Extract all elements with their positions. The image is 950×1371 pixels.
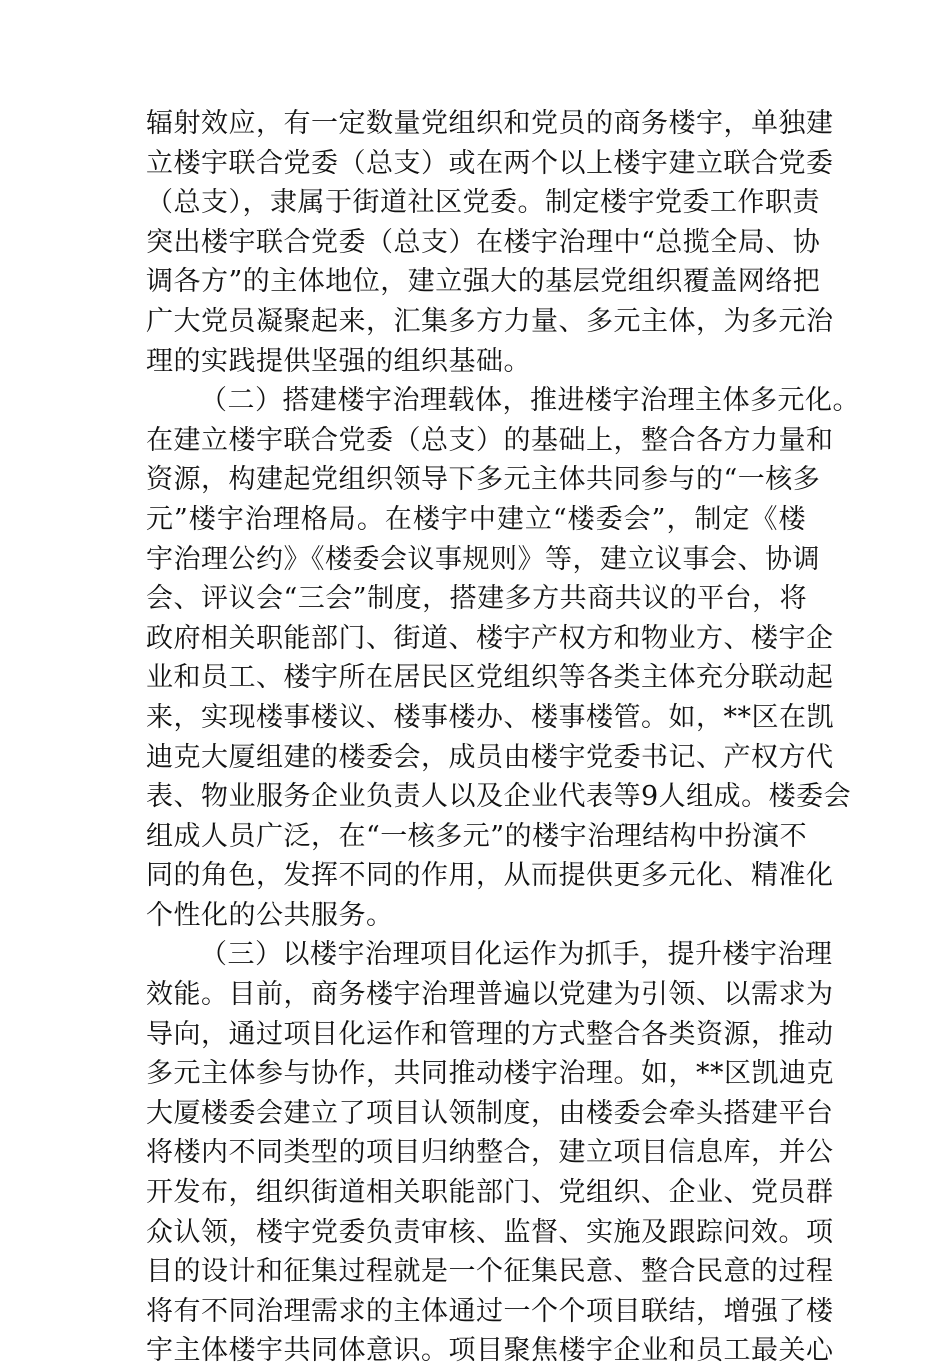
text-line: 将有不同治理需求的主体通过一个个项目联结，增强了楼 xyxy=(146,1295,834,1327)
text-line: 组成人员广泛，在“一核多元”的楼宇治理结构中扮演不 xyxy=(146,820,808,852)
text-line: 政府相关职能部门、街道、楼宇产权方和物业方、楼宇企 xyxy=(146,622,834,654)
text-line: 立楼宇联合党委（总支）或在两个以上楼宇建立联合党委 xyxy=(146,147,834,179)
text-line: 会、评议会“三会”制度，搭建多方共商共议的平台，将 xyxy=(146,583,808,615)
text-line: 广大党员凝聚起来，汇集多方力量、多元主体，为多元治 xyxy=(146,305,834,337)
text-line: （总支），隶属于街道社区党委。制定楼宇党委工作职责 xyxy=(146,187,820,219)
text-line: 宇治理公约》《楼委会议事规则》等，建立议事会、协调 xyxy=(146,543,820,575)
text-line: 来，实现楼事楼议、楼事楼办、楼事楼管。如，**区在凯 xyxy=(146,701,834,733)
text-line: （三）以楼宇治理项目化运作为抓手，提升楼宇治理 xyxy=(200,939,833,971)
text-line: 调各方”的主体地位，建立强大的基层党组织覆盖网络把 xyxy=(146,266,821,298)
text-line: 理的实践提供坚强的组织基础。 xyxy=(146,345,531,377)
text-line: 辐射效应，有一定数量党组织和党员的商务楼宇，单独建 xyxy=(146,108,834,139)
text-line: 将楼内不同类型的项目归纳整合，建立项目信息库，并公 xyxy=(146,1137,834,1169)
text-line: 资源，构建起党组织领导下多元主体共同参与的“一核多 xyxy=(146,464,821,496)
text-line: 开发布，组织街道相关职能部门、党组织、企业、党员群 xyxy=(146,1177,834,1209)
text-line: 效能。目前，商务楼宇治理普遍以党建为引领、以需求为 xyxy=(146,979,834,1011)
text-line: 迪克大厦组建的楼委会，成员由楼宇党委书记、产权方代 xyxy=(146,741,834,773)
text-line: 宇主体楼宇共同体意识。项目聚焦楼宇企业和员工最关心 xyxy=(146,1335,834,1367)
text-line: 业和员工、楼宇所在居民区党组织等各类主体充分联动起 xyxy=(146,662,834,694)
text-line: 突出楼宇联合党委（总支）在楼宇治理中“总揽全局、协 xyxy=(146,226,821,258)
text-line: 同的角色，发挥不同的作用，从而提供更多元化、精准化 xyxy=(146,860,834,892)
text-line: 表、物业服务企业负责人以及企业代表等9人组成。楼委会 xyxy=(146,781,852,813)
text-line: （二）搭建楼宇治理载体，推进楼宇治理主体多元化。 xyxy=(200,385,860,417)
text-line: 个性化的公共服务。 xyxy=(146,899,394,931)
document-body xyxy=(146,104,860,1371)
text-line: 在建立楼宇联合党委（总支）的基础上，整合各方力量和 xyxy=(146,424,834,456)
text-line: 导向，通过项目化运作和管理的方式整合各类资源，推动 xyxy=(146,1018,834,1050)
text-line: 大厦楼委会建立了项目认领制度，由楼委会牵头搭建平台 xyxy=(146,1097,834,1129)
text-line: 众认领，楼宇党委负责审核、监督、实施及跟踪问效。项 xyxy=(146,1216,834,1248)
text-line: 元”楼宇治理格局。在楼宇中建立“楼委会”，制定《楼 xyxy=(146,503,806,535)
text-line: 目的设计和征集过程就是一个征集民意、整合民意的过程 xyxy=(146,1256,834,1288)
text-line: 多元主体参与协作，共同推动楼宇治理。如，**区凯迪克 xyxy=(146,1058,834,1090)
